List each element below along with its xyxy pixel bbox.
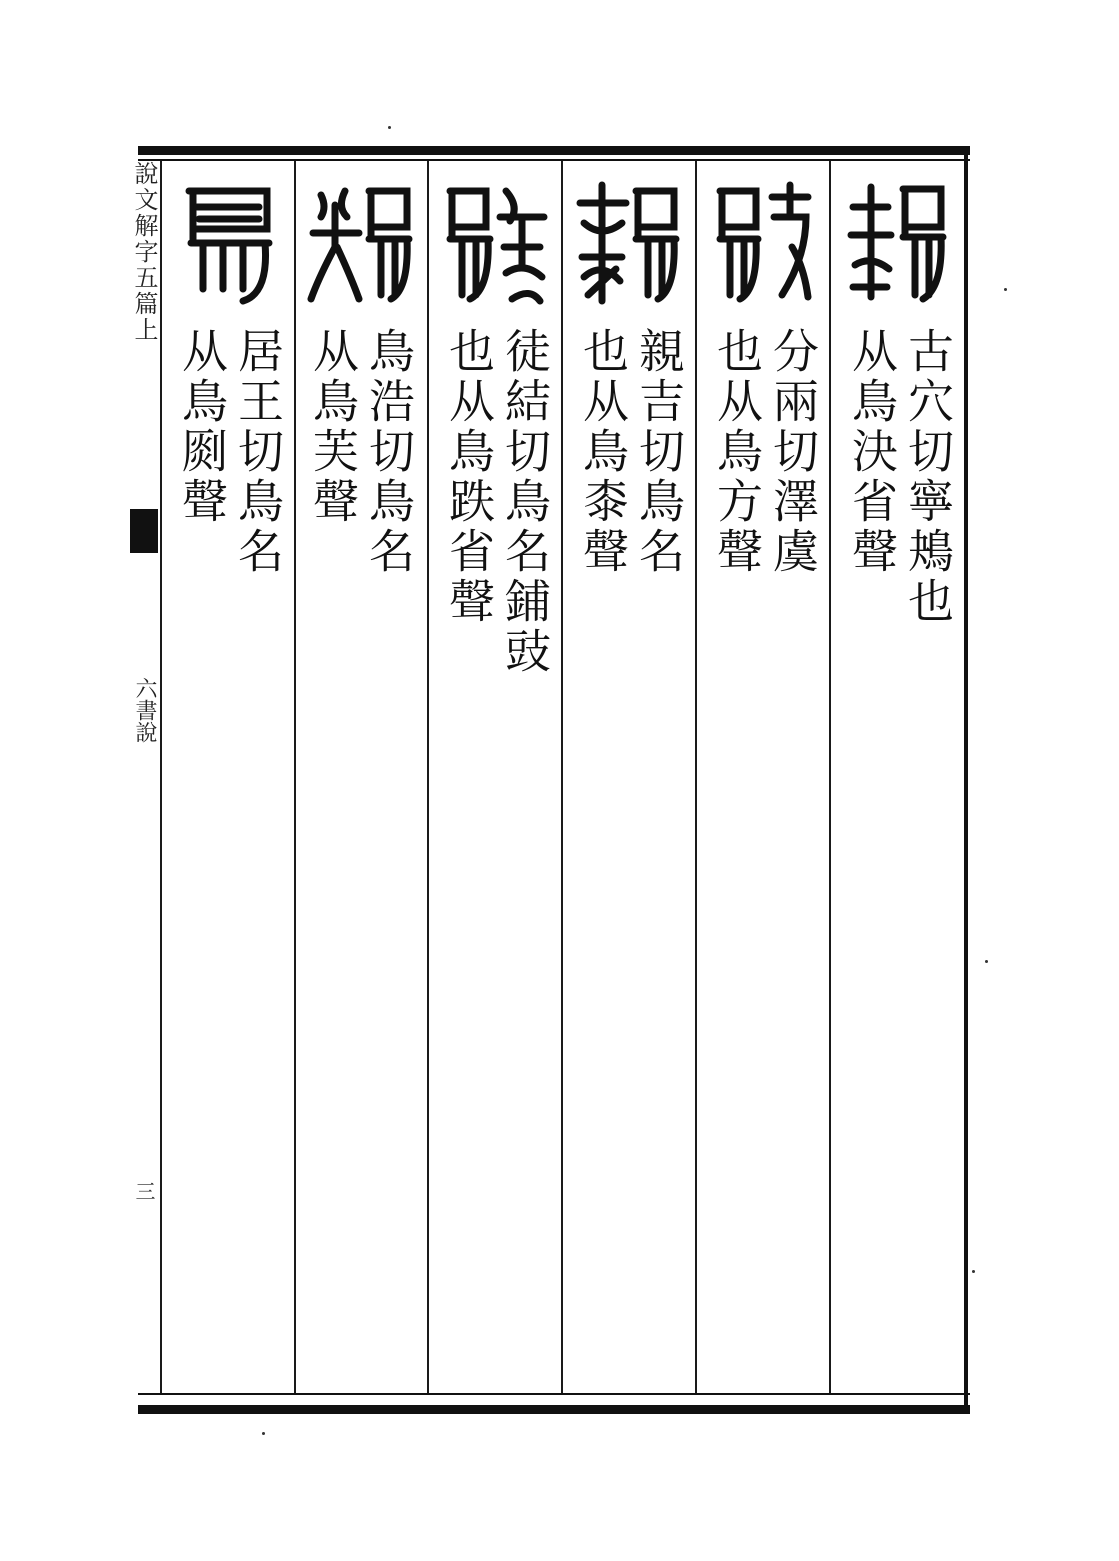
gloss-line-right: 徒結切鳥名鋪豉: [498, 327, 552, 677]
gloss-line-right: 鳥浩切鳥名: [362, 327, 416, 577]
scan-speck: [262, 1432, 265, 1435]
scan-speck: [972, 1270, 975, 1273]
right-border: [964, 146, 968, 1414]
margin-title: 說文解字五篇上: [130, 161, 158, 343]
bottom-border-thin: [138, 1393, 970, 1395]
top-border-thick: [138, 146, 970, 155]
gloss-line-right: 居王切鳥名: [231, 327, 285, 577]
fishtail-mark: [130, 509, 158, 553]
entry-column: [563, 161, 695, 1393]
gloss-line-left: 从鳥㓹聲: [175, 327, 229, 527]
entry-column: [429, 161, 561, 1393]
entry-column: [697, 161, 829, 1393]
gloss-line-left: 从鳥決省聲: [845, 327, 899, 577]
margin-page-number: 三: [132, 1181, 156, 1201]
entry-column: [296, 161, 427, 1393]
seal-script-character: [429, 167, 561, 317]
gloss-line-left: 也从鳥桼聲: [576, 327, 630, 577]
scan-speck: [388, 126, 391, 129]
entry-column: [162, 161, 294, 1393]
gloss-line-left: 从鳥芙聲: [306, 327, 360, 527]
margin-strip: [128, 161, 160, 1393]
seal-script-character: [563, 167, 695, 317]
gloss-line-right: 分兩切澤虞: [766, 327, 820, 577]
gloss-line-left: 也从鳥方聲: [710, 327, 764, 577]
seal-script-character: [296, 167, 427, 317]
scan-speck: [985, 960, 988, 963]
gloss-line-left: 也从鳥跌省聲: [442, 327, 496, 627]
seal-script-character: [162, 167, 294, 317]
scan-speck: [1004, 288, 1007, 291]
gloss-line-right: 親吉切鳥名: [632, 327, 686, 577]
seal-script-character: [697, 167, 829, 317]
bottom-border-thick: [138, 1405, 970, 1414]
seal-script-character: [831, 167, 964, 317]
entry-column: [831, 161, 964, 1393]
margin-book-name: 六書說: [132, 677, 157, 743]
gloss-line-right: 古穴切寧鴂也: [901, 327, 955, 627]
